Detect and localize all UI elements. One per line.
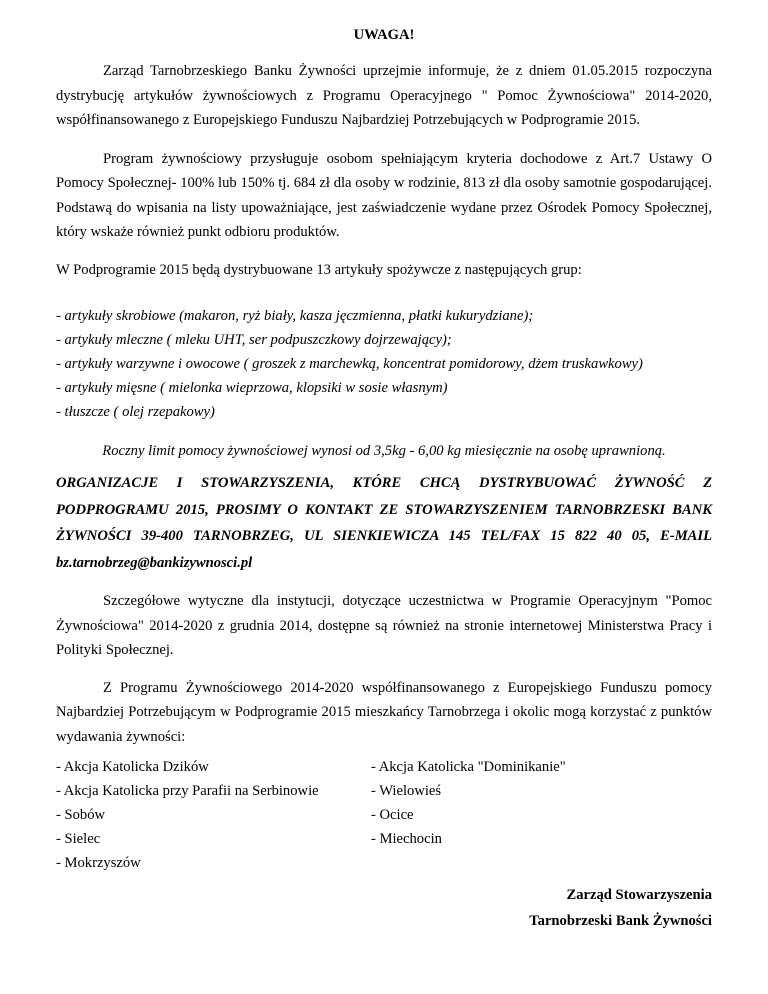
groups-intro-paragraph: W Podprogramie 2015 będą dystrybuowane 13 artykuły spożywcze z następujących grup: <box>56 261 582 278</box>
signature-line-1: Zarząd Stowarzyszenia <box>566 887 712 903</box>
list-item: - Sobów <box>56 807 106 823</box>
list-item: - Wielowieś <box>371 783 442 799</box>
limit-paragraph: Roczny limit pomocy żywnościowej wynosi od 3,5kg - 6,00 kg miesięcznie na osobę uprawnioną. <box>102 443 666 459</box>
food-groups-list <box>56 304 712 424</box>
distribution-points <box>56 755 712 875</box>
signature-line-2: Tarnobrzeski Bank Żywności <box>529 913 712 929</box>
list-item: - Akcja Katolicka "Dominikanie" <box>371 759 566 775</box>
criteria-paragraph: Program żywnościowy przysługuje osobom spełniającym kryteria dochodowe z Art.7 Ustawy O Pomocy Społecznej- 100% lub 150% tj. 684 zł dla osoby w rodzinie, 813 zł dla osoby samotnie gospodarującej. Podstawą do wpisania na listy upoważniające, jest zaświadczenie wydane przez Ośrodek Pomocy Społecznej, który wskaże również punkt odbioru produktów. <box>56 150 712 240</box>
list-item: - artykuły mięsne ( mielonka wieprzowa, klopsiki w sosie własnym) <box>56 380 448 396</box>
document-page <box>56 22 712 934</box>
list-item: - tłuszcze ( olej rzepakowy) <box>56 404 215 420</box>
list-item: - Akcja Katolicka przy Parafii na Serbinowie <box>56 783 319 799</box>
list-item: - Akcja Katolicka Dzików <box>56 759 209 775</box>
list-item: - Mokrzyszów <box>56 855 141 871</box>
points-intro-paragraph: Z Programu Żywnościowego 2014-2020 współfinansowanego z Europejskiego Funduszu pomocy Najbardziej Potrzebującym w Podprogramie 2015 mieszkańcy Tarnobrzega i okolic mogą korzystać z punktów wydawania żywności: <box>56 679 712 745</box>
list-item: - Miechocin <box>371 831 442 847</box>
guidelines-paragraph: Szczegółowe wytyczne dla instytucji, dotyczące uczestnictwa w Programie Operacyjnym "Pomoc Żywnościowa" 2014-2020 z grudnia 2014, dostępne są również na stronie internetowej Ministerstwa Pracy i Polityki Społecznej. <box>56 593 712 658</box>
list-item: - Ocice <box>371 807 414 823</box>
document-title: UWAGA! <box>353 27 415 43</box>
list-item: - artykuły warzywne i owocowe ( groszek z marchewką, koncentrat pomidorowy, dżem truskawkowy) <box>56 356 643 372</box>
signature-block <box>56 882 712 934</box>
intro-paragraph: Zarząd Tarnobrzeskiego Banku Żywności uprzejmie informuje, że z dniem 01.05.2015 rozpoczyna dystrybucję artykułów żywnościowych z Programu Operacyjnego " Pomoc Żywnościowa" 2014-2020, współfinansowanego z Europejskiego Funduszu Najbardziej Potrzebujących w Podprogramie 2015. <box>56 63 712 128</box>
organizations-notice: ORGANIZACJE I STOWARZYSZENIA, KTÓRE CHCĄ DYSTRYBUOWAĆ ŻYWNOŚĆ Z PODPROGRAMU 2015, PROSIMY O KONTAKT ZE STOWARZYSZENIEM TARNOBRZESKI BANK ŻYWNOŚCI 39-400 TARNOBRZEG, UL SIENKIEWICZA 145 TEL/FAX 15 822 40 05, E-MAIL bz.tarnobrzeg@bankizywnosci.pl <box>56 475 712 571</box>
list-item: - Sielec <box>56 831 101 847</box>
list-item: - artykuły skrobiowe (makaron, ryż biały, kasza jęczmienna, płatki kukurydziane); <box>56 308 534 324</box>
list-item: - artykuły mleczne ( mleku UHT, ser podpuszczkowy dojrzewający); <box>56 332 452 348</box>
